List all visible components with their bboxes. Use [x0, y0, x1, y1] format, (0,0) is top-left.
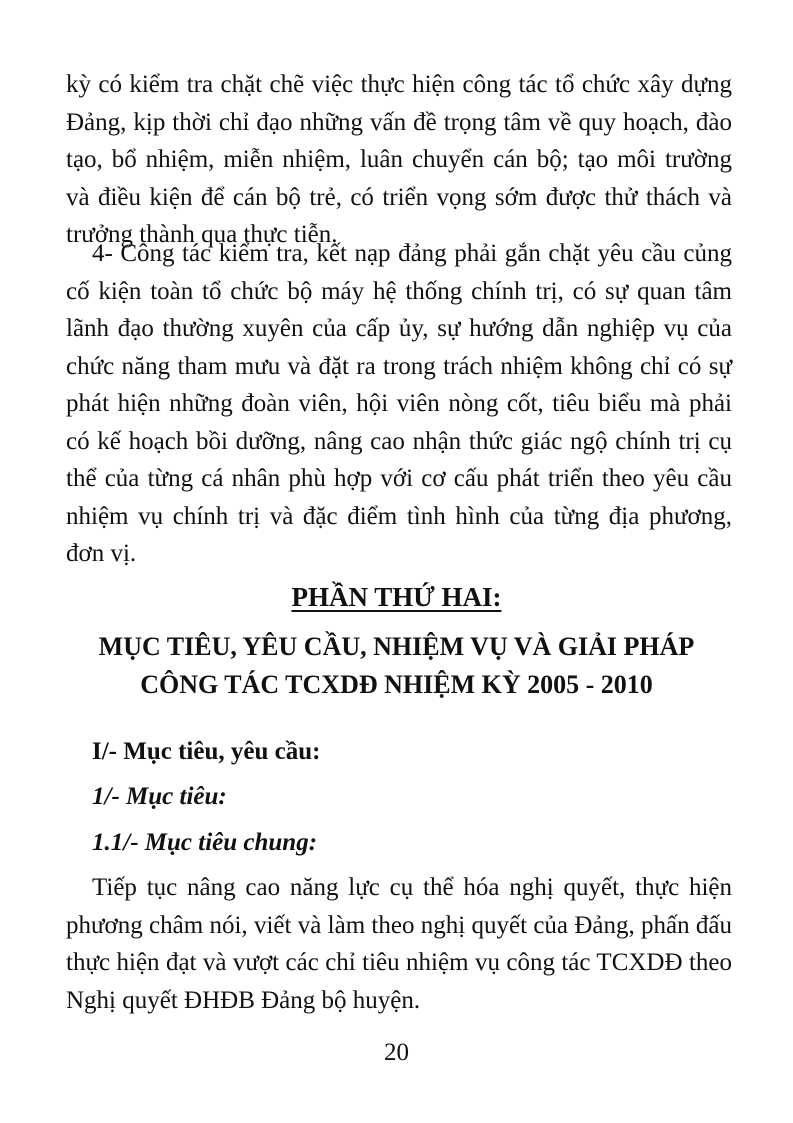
heading-objectives-requirements: I/- Mục tiêu, yêu cầu: — [92, 738, 321, 765]
page-number: 20 — [384, 1039, 409, 1066]
section-title: MỤC TIÊU, YÊU CẦU, NHIỆM VỤ VÀ GIẢI PHÁP CÔNG TÁC TCXDĐ NHIỆM KỲ 2005 - 2010 — [98, 632, 695, 699]
heading-objectives: 1/- Mục tiêu: — [92, 783, 227, 810]
part-title: PHẦN THỨ HAI: — [291, 582, 502, 612]
heading-general-objectives: 1.1/- Mục tiêu chung: — [92, 829, 318, 856]
body-paragraph: kỳ có kiểm tra chặt chẽ việc thực hiện công tác tổ chức xây dựng Đảng, kịp thời chỉ đạo những vấn đề trọng tâm về quy hoạch, đào tạo, bổ nhiệm, miễn nhiệm, luân chuyển cán bộ; tạo môi trường và điều kiện để cán bộ trẻ, có triển vọng sớm được thử thách và trưởng thành qua thực tiễn. — [66, 71, 732, 248]
body-paragraph-item-4: 4- Công tác kiểm tra, kết nạp đảng phải gắn chặt yêu cầu củng cố kiện toàn tổ chức bộ máy hệ thống chính trị, có sự quan tâm lãnh đạo thường xuyên của cấp ủy, sự hướng dẫn nghiệp vụ của chức năng tham mưu và đặt ra trong trách nhiệm không chỉ có sự phát hiện những đoàn viên, hội viên nòng cốt, tiêu biểu mà phải có kế hoạch bồi dưỡng, nâng cao nhận thức giác ngộ chính trị cụ thể của từng cá nhân phù hợp với cơ cấu phát triển theo yêu cầu nhiệm vụ chính trị và đặc điểm tình hình của từng địa phương, đơn vị. — [66, 240, 732, 567]
body-paragraph-general-objective: Tiếp tục nâng cao năng lực cụ thể hóa nghị quyết, thực hiện phương châm nói, viết và làm theo nghị quyết của Đảng, phấn đấu thực hiện đạt và vượt các chỉ tiêu nhiệm vụ công tác TCXDĐ theo Nghị quyết ĐHĐB Đảng bộ huyện. — [66, 874, 732, 1014]
